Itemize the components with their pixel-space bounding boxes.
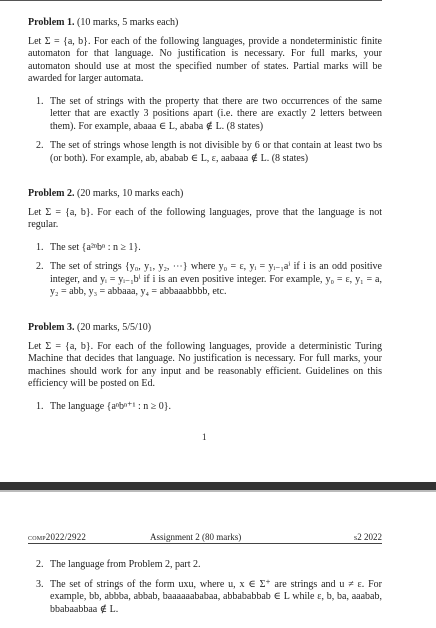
problem-3-intro: Let Σ = {a, b}. For each of the following languages, provide a deterministic Turing Machine that decides that language. No justification is necessary. For full marks, your machines should work for any input and be reasonably efficient. Guidelines on this efficiency will be posted on Ed. (28, 340, 382, 389)
problem-3-marks: (20 marks, 5/5/10) (76, 322, 152, 333)
problem-3-item-2 (36, 559, 382, 572)
page-separator (0, 472, 436, 502)
page-2-header (28, 531, 382, 543)
problem-1-marks: (10 marks, 5 marks each) (76, 17, 179, 28)
problem-3-title: Problem 3. (28, 322, 75, 333)
separator-shadow (0, 490, 436, 492)
item-number: 1. (36, 241, 44, 253)
course-code: comp2022/2922 (28, 532, 87, 542)
semester: s2 2022 (353, 532, 382, 542)
problem-1-item-1 (36, 96, 382, 134)
problem-3-item-1 (36, 401, 382, 414)
problem-1-item-2 (36, 140, 382, 165)
page-number: 1 (202, 432, 207, 442)
item-text: The set {a²ⁿbⁿ : n ≥ 1}. (50, 241, 141, 253)
problem-3-continued (28, 559, 382, 616)
item-text: The set of strings with the property that there are two occurrences of the same letter that are exactly 3 positions apart (i.e. there are exactly 2 letters between them). For example, abaaa ∈ L, ababa ∉ L. (8 states) (50, 95, 382, 132)
item-text: The language from Problem 2, part 2. (50, 559, 201, 570)
problem-2-item-2 (36, 261, 382, 299)
item-text: The set of strings {y₀, y₁, y₂, ⋯} where y₀ = ε, yᵢ = yᵢ₋₁aⁱ if i is an odd positive integer, and yᵢ = yᵢ₋₁bⁱ if i is an even positive integer. For example, y₀ = ε, y₁ = a, y₂ = abb, y₃ = abbaaa, y₄ = abbaaabbbb, etc. (50, 261, 382, 297)
problem-1-intro: Let Σ = {a, b}. For each of the following languages, provide a nondeterministic finite automaton for that language. No justification is necessary. For full marks, your automaton should use at most the specified number of states. Partial marks will be awarded for larger automata. (28, 35, 382, 84)
item-number: 2. (36, 559, 44, 570)
problem-1 (28, 17, 382, 165)
item-number: 2. (36, 140, 44, 151)
problem-2-title: Problem 2. (28, 188, 75, 199)
item-number: 3. (36, 578, 44, 590)
problem-1-title: Problem 1. (28, 17, 75, 28)
problem-2 (28, 188, 382, 299)
assignment-title: Assignment 2 (80 marks) (150, 532, 242, 542)
problem-2-intro: Let Σ = {a, b}. For each of the following languages, prove that the language is not regular. (28, 206, 382, 230)
problem-2-heading (28, 188, 382, 201)
item-text: The set of strings of the form uxu, where u, x ∈ Σ⁺ are strings and u ≠ ε. For example, bb, abbba, abbab, baaaaaababaa, abbababbab ∈ L while ε, b, ba, aaabab, bbabaabbaa ∉ L. (50, 578, 382, 615)
item-number: 2. (36, 261, 44, 272)
header-rule (28, 543, 382, 544)
problem-3 (28, 322, 382, 413)
item-number: 1. (36, 400, 44, 412)
item-number: 1. (36, 95, 44, 107)
problem-1-heading (28, 17, 382, 30)
separator-band (0, 482, 436, 490)
top-rule (0, 0, 382, 1)
problem-2-item-1 (36, 242, 382, 255)
problem-3-heading (28, 322, 382, 335)
problem-3-item-3 (36, 579, 382, 617)
item-text: The set of strings whose length is not divisible by 6 or that contain at least two bs (or both). For example, ab, ababab ∈ L, ε, aabaaa ∉ L. (8 states) (50, 140, 382, 164)
problem-2-marks: (20 marks, 10 marks each) (76, 188, 184, 199)
item-text: The language {aⁿbⁿ⁺¹ : n ≥ 0}. (50, 400, 172, 412)
